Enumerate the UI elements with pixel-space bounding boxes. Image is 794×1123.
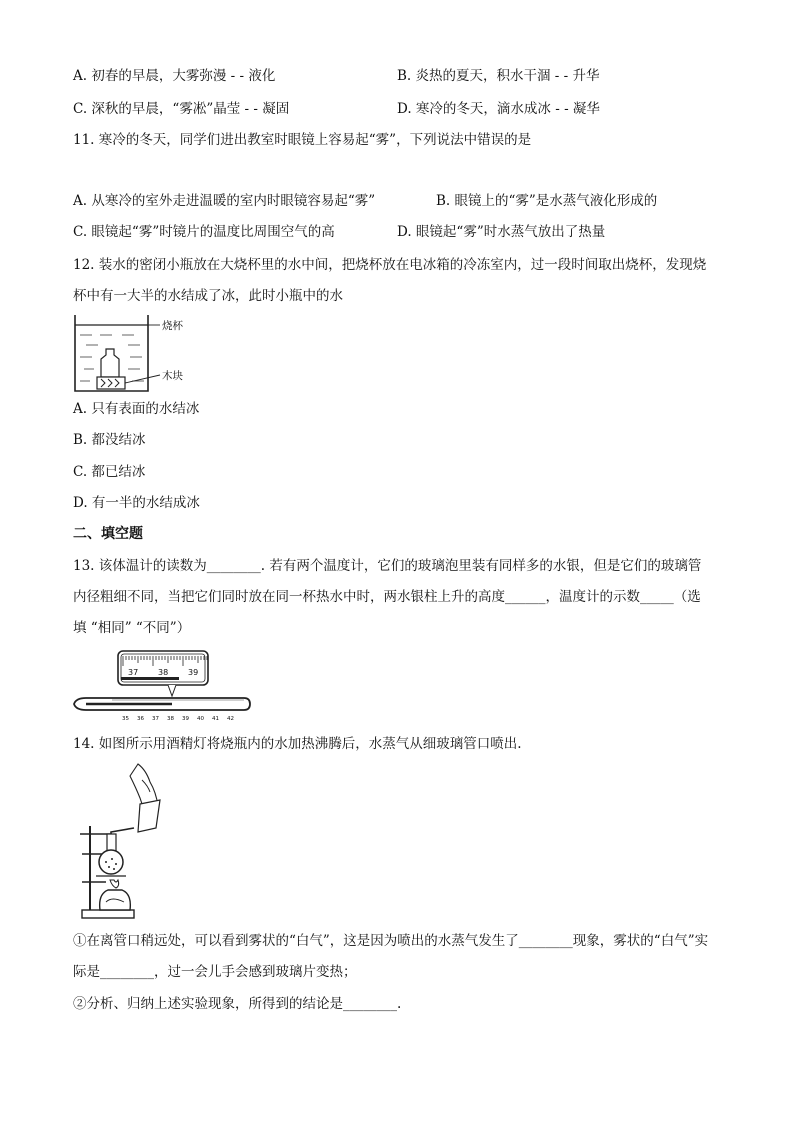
q11-option-a: A. 从寒冷的室外走进温暖的室内时眼镜容易起“雾” — [73, 193, 376, 209]
q11-option-b: B. 眼镜上的“雾”是水蒸气液化形成的 — [436, 193, 658, 209]
scale-tick-label: 41 — [212, 716, 219, 722]
q13-line2: 内径粗细不同，当把它们同时放在同一杯热水中时，两水银柱上升的高度______，温度计的示数_____（选 — [73, 589, 701, 605]
q12-stem-line2: 杯中有一大半的水结成了冰，此时小瓶中的水 — [73, 288, 343, 304]
q12-option-b: B. 都没结冰 — [73, 432, 146, 448]
scale-tick-label: 36 — [137, 716, 144, 722]
label-beaker: 烧杯 — [162, 320, 183, 332]
q11-stem: 11. 寒冷的冬天，同学们进出教室时眼镜上容易起“雾”，下列说法中错误的是 — [73, 132, 532, 148]
q10-option-d: D. 寒冷的冬天，滴水成冰 - - 凝华 — [397, 101, 600, 117]
scale-tick-label: 38 — [167, 716, 174, 722]
q11-option-d: D. 眼镜起“雾”时水蒸气放出了热量 — [397, 224, 606, 240]
q13-line1: 13. 该体温计的读数为________. 若有两个温度计，它们的玻璃泡里装有同样多的水银，但是它们的玻璃管 — [73, 558, 702, 574]
q13-line3: 填 “相同” “不同”） — [73, 620, 191, 636]
thermometer-figure — [72, 648, 252, 728]
label-wood-block: 木块 — [162, 370, 183, 382]
scale-tick-label: 40 — [197, 716, 204, 722]
scale-tick-label: 42 — [227, 716, 234, 722]
q10-option-c: C. 深秋的早晨，“雾凇”晶莹 - - 凝固 — [73, 101, 290, 117]
scale-tick-label: 37 — [152, 716, 159, 722]
q14-stem: 14. 如图所示用酒精灯将烧瓶内的水加热沸腾后，水蒸气从细玻璃管口喷出. — [73, 736, 522, 752]
q14-part2: ②分析、归纳上述实验现象，所得到的结论是________. — [73, 996, 402, 1012]
scale-tick-label: 39 — [182, 716, 189, 722]
q14-part1-line2: 际是________，过一会儿手会感到玻璃片变热； — [73, 964, 357, 980]
q11-option-c: C. 眼镜起“雾”时镜片的温度比周围空气的高 — [73, 224, 335, 240]
beaker-figure — [72, 313, 192, 395]
magnified-tick-37: 37 — [128, 668, 139, 677]
q12-stem-line1: 12. 装水的密闭小瓶放在大烧杯里的水中间，把烧杯放在电冰箱的冷冻室内，过一段时间取出烧杯，发现烧 — [73, 257, 707, 273]
q12-option-a: A. 只有表面的水结冰 — [73, 401, 200, 417]
q12-option-d: D. 有一半的水结成冰 — [73, 495, 200, 511]
flask-heating-figure — [76, 762, 176, 922]
q10-option-b: B. 炎热的夏天，积水干涸 - - 升华 — [397, 68, 600, 84]
magnified-tick-39: 39 — [188, 668, 199, 677]
scale-tick-label: 35 — [122, 716, 129, 722]
q14-part1-line1: ①在离管口稍远处，可以看到雾状的“白气”，这是因为喷出的水蒸气发生了________现象，雾状的“白气”实 — [73, 933, 709, 949]
q10-option-a: A. 初春的早晨，大雾弥漫 - - 液化 — [73, 68, 276, 84]
magnified-tick-38: 38 — [158, 668, 169, 677]
section-title-fill-blank: 二、填空题 — [73, 526, 143, 542]
q12-option-c: C. 都已结冰 — [73, 464, 146, 480]
